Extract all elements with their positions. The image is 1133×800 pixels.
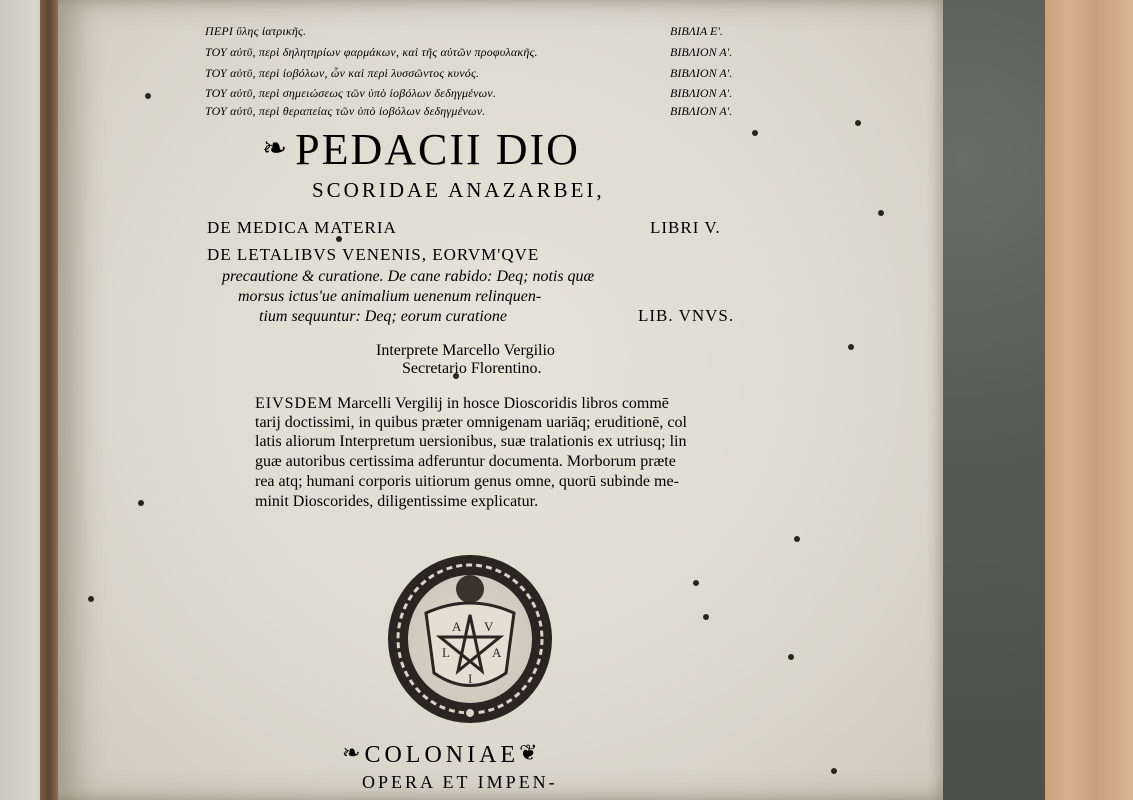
section-medica-materia: DE MEDICA MATERIA	[207, 218, 397, 237]
wormhole-icon	[788, 654, 794, 660]
wormhole-icon	[831, 768, 837, 774]
mark-letter: L	[442, 645, 450, 660]
wormhole-icon	[693, 580, 699, 586]
wormhole-icon	[848, 344, 854, 350]
printers-mark-emblem	[386, 553, 554, 725]
toc-book-label: ΒΙΒΛΙΟΝ Α'.	[670, 86, 733, 100]
section-medica-books: LIBRI V.	[650, 218, 721, 237]
commentary-line: tarij doctissimi, in quibus præter omnigenam uariāq; eruditionē, col	[255, 414, 687, 431]
commentary-line: EIVSDEM Marcelli Vergilij in hosce Dioscoridis libros commē	[255, 395, 669, 412]
toc-book-label: ΒΙΒΛΙΑ Ε'.	[670, 24, 723, 38]
commentary-line: minit Dioscorides, diligentissime explicatur.	[255, 493, 539, 510]
commentary-initial: EIVSDEM	[255, 395, 334, 412]
wormhole-icon	[145, 93, 151, 99]
felt-backing	[930, 0, 1045, 800]
book-subtitle: SCORIDAE ANAZARBEI,	[312, 178, 605, 202]
wormhole-icon	[752, 130, 758, 136]
toc-line: ΠΕΡΙ ὕλης ἰατρικῆς.	[205, 24, 307, 38]
imprint-city: ❧COLONIAE❦	[342, 740, 542, 768]
wormhole-icon	[878, 210, 884, 216]
toc-line: ΤΟΥ αὐτῦ, περὶ δηλητηρίων φαρμάκων, καὶ τῆς αὐτῶν προφυλακῆς.	[205, 45, 538, 59]
section-letalibus-line: precautione & curatione. De cane rabido: Deq; notis quæ	[222, 268, 595, 285]
section-letalibus-books: LIB. VNVS.	[638, 306, 735, 325]
interpreter-line: Interprete Marcello Vergilio	[376, 342, 555, 359]
wormhole-icon	[855, 120, 861, 126]
mark-letter: A	[452, 619, 462, 634]
book-spine	[40, 0, 58, 800]
wormhole-icon	[794, 536, 800, 542]
wormhole-icon	[138, 500, 144, 506]
toc-line: ΤΟΥ αὐτῦ, περὶ ἰοβόλων, ὧν καὶ περὶ λυσσῶντος κυνός.	[205, 66, 480, 80]
commentary-line: guæ autoribus certissima adferuntur documenta. Morborum præte	[255, 453, 676, 470]
imprint-line: OPERA ET IMPEN-	[362, 772, 558, 792]
fleuron-icon: ❧	[262, 132, 290, 165]
mark-letter: I	[468, 671, 473, 686]
commentary-line: latis aliorum Interpretum uersionibus, suæ tralationis ex utriusq; lin	[255, 433, 687, 450]
toc-book-label: ΒΙΒΛΙΟΝ Α'.	[670, 45, 733, 59]
toc-line: ΤΟΥ αὐτῦ, περὶ θεραπείας τῶν ὑπὸ ἰοβόλων δεδηγμένων.	[205, 104, 486, 118]
fleuron-icon: ❦	[519, 740, 542, 765]
toc-line: ΤΟΥ αὐτῦ, περὶ σημειώσεως τῶν ὑπὸ ἰοβόλων δεδηγμένων.	[205, 86, 497, 100]
wormhole-icon	[88, 596, 94, 602]
mark-letter: A	[492, 645, 502, 660]
commentary-line: rea atq; humani corporis uitiorum genus omne, quorū subinde me-	[255, 473, 679, 490]
angel-head-icon	[456, 575, 484, 603]
mark-base-icon	[465, 708, 475, 718]
interpreter-line: Secretario Florentino.	[402, 360, 542, 377]
section-letalibus-line: tium sequuntur: Deq; eorum curatione	[259, 308, 507, 325]
toc-book-label: ΒΙΒΛΙΟΝ Α'.	[670, 104, 733, 118]
book-title: ❧ PEDACII DIO	[262, 125, 580, 174]
wooden-table	[1040, 0, 1133, 800]
toc-book-label: ΒΙΒΛΙΟΝ Α'.	[670, 66, 733, 80]
section-letalibus-line: morsus ictus'ue animalium uenenum relinquen-	[238, 288, 542, 305]
wormhole-icon	[703, 614, 709, 620]
fleuron-icon: ❧	[342, 740, 365, 765]
section-letalibus-heading: DE LETALIBVS VENENIS, EORVM'QVE	[207, 245, 540, 264]
mark-letter: V	[484, 619, 494, 634]
